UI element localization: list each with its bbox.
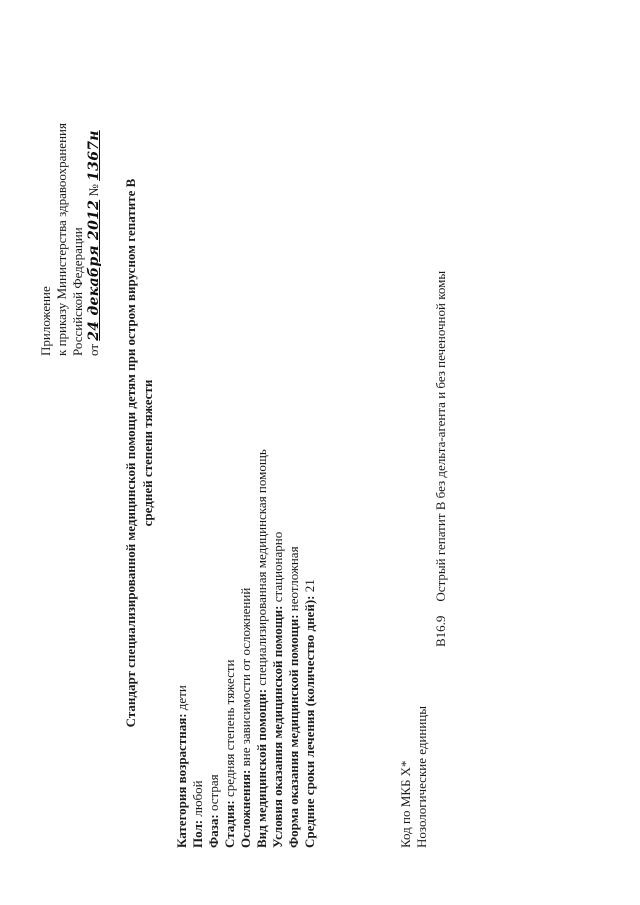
field-complications: Осложнения: вне зависимости от осложнений xyxy=(238,587,253,848)
document-title-line-2: средней степени тяжести xyxy=(140,379,155,527)
field-sex: Пол: любой xyxy=(190,780,205,848)
field-stage: Стадия: средняя степень тяжести xyxy=(222,659,237,848)
appendix-date-line xyxy=(86,130,102,356)
handwritten-number: 1367н xyxy=(86,130,102,181)
field-treatment-duration: Средние сроки лечения (количество дней): 21 xyxy=(302,579,317,848)
appendix-line-3: Российской Федерации xyxy=(70,227,85,356)
field-care-conditions: Условия оказания медицинской помощи: стационарно xyxy=(270,531,285,848)
appendix-line-2: к приказу Министерства здравоохранения xyxy=(54,123,69,356)
mkb-description: Острый гепатит B без дельта-агента и без печеночной комы xyxy=(433,270,448,602)
date-prefix: от xyxy=(86,343,101,356)
mkb-code: B16.9 xyxy=(433,615,448,647)
field-phase: Фаза: острая xyxy=(206,774,221,848)
handwritten-date: 24 декабря 2012 xyxy=(86,199,102,341)
mkb-code-label: Код по МКБ X* xyxy=(398,760,413,848)
field-care-form: Форма оказания медицинской помощи: неотложная xyxy=(286,546,301,848)
number-label: № xyxy=(86,184,101,197)
field-age-category: Категория возрастная: дети xyxy=(174,685,189,848)
appendix-line-1: Приложение xyxy=(38,286,53,356)
field-care-type: Вид медицинской помощи: специализированная медицинская помощь xyxy=(254,449,269,848)
mkb-entry xyxy=(433,271,449,647)
nosology-label: Нозологические единицы xyxy=(414,705,429,848)
document-title-line-1: Стандарт специализированной медицинской помощи детям при остром вирусном гепатите B xyxy=(123,178,138,728)
